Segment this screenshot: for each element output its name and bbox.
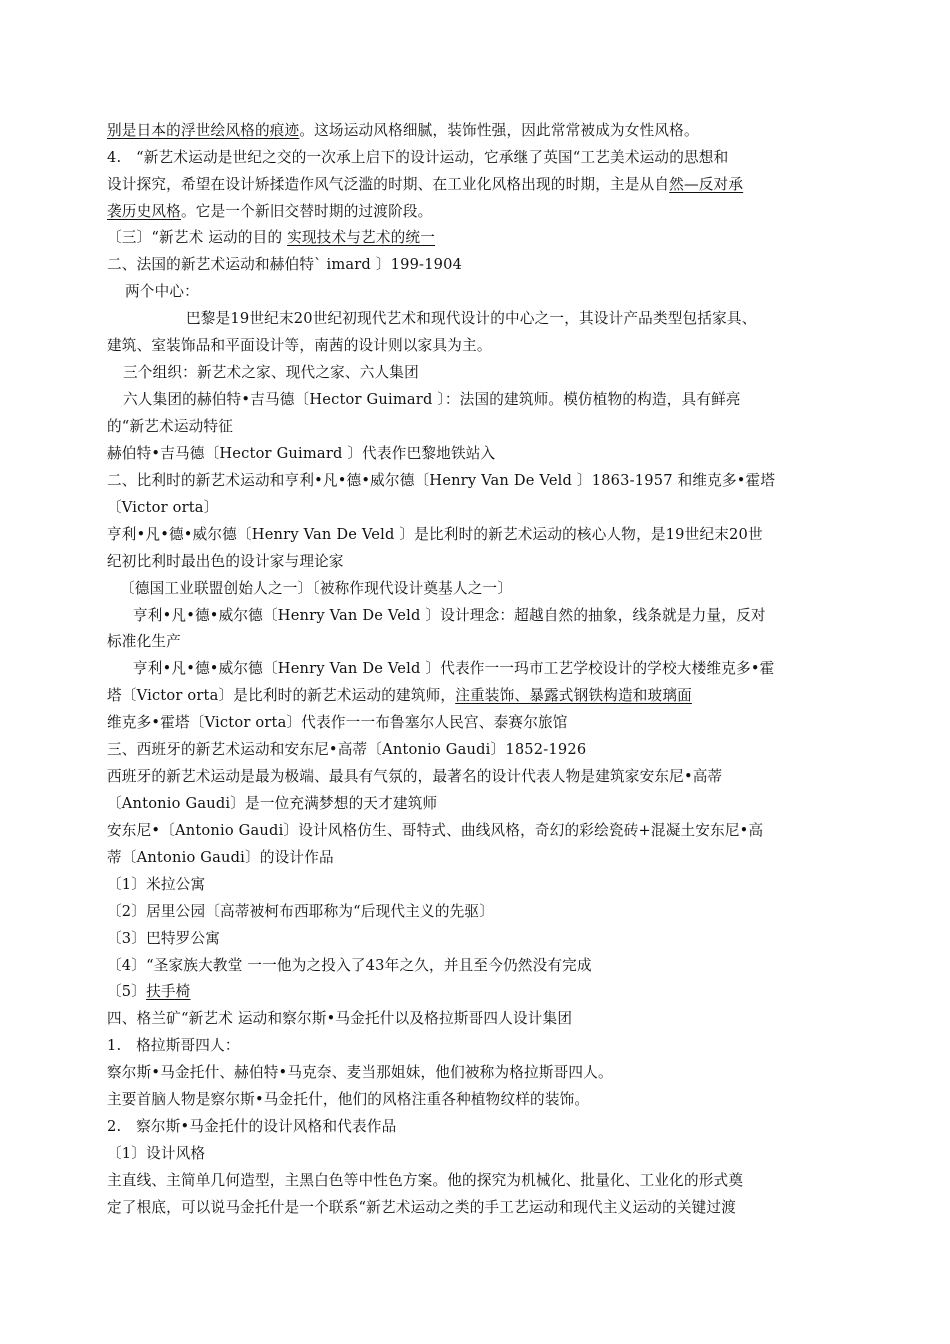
text-span: 〔1〕米拉公寓: [107, 876, 206, 893]
text-line: [107, 336, 850, 356]
text-span: 维克多•霍塔〔Victor orta〕代表作一一布鲁塞尔人民宫、泰赛尔旅馆: [107, 714, 568, 731]
text-line: [107, 202, 850, 222]
text-line: [107, 121, 850, 141]
text-line: [107, 175, 850, 195]
underlined-text: 然—反对承: [669, 176, 744, 193]
text-line: [107, 444, 850, 464]
section-heading: [107, 471, 850, 491]
text-span: 定了根底，可以说马金托什是一个联系“新艺术运动之类的手工艺运动和现代主义运动的关键过渡: [107, 1199, 737, 1216]
underlined-text: 扶手椅: [146, 983, 191, 1000]
text-span: 标准化生产: [107, 633, 181, 650]
text-span: 察尔斯•马金托什、赫伯特•马克奈、麦当那姐妹，他们被称为格拉斯哥四人。: [107, 1064, 613, 1081]
text-span: 四、格兰矿“新艺术 运动和察尔斯•马金托什以及格拉斯哥四人设计集团: [107, 1010, 573, 1027]
text-line: [107, 632, 850, 652]
list-item: [107, 875, 850, 895]
text-span: 〔1〕设计风格: [107, 1145, 206, 1162]
list-item: [107, 929, 850, 949]
list-item: [107, 956, 850, 976]
text-span: 〔三〕“新艺术 运动的目的: [107, 229, 288, 246]
text-line: [107, 794, 850, 814]
text-line: [107, 686, 850, 706]
text-span: 〔Antonio Gaudi〕是一位充满梦想的天才建筑师: [107, 795, 438, 812]
text-line: [107, 525, 850, 545]
text-line: [107, 498, 850, 518]
text-span: 〔4〕“圣家族大教堂 一一他为之投入了43年之久，并且至今仍然没有完成: [107, 957, 592, 974]
text-span: 〔2〕居里公园〔高蒂被柯布西耶称为“后现代主义的先驱〕: [107, 903, 494, 920]
text-span: 1. 格拉斯哥四人：: [107, 1037, 240, 1054]
text-line: [107, 1090, 850, 1110]
text-span: 蒂〔Antonio Gaudi〕的设计作品: [107, 849, 334, 866]
text-line: [107, 1144, 850, 1164]
text-line: [107, 228, 850, 248]
text-line: [133, 606, 850, 626]
text-line: [107, 1117, 850, 1137]
text-span: 〔德国工业联盟创始人之一〕〔被称作现代设计奠基人之一〕: [120, 580, 513, 597]
text-span: 六人集团的赫伯特•吉马德〔Hector Guimard 〕：法国的建筑师。模仿植物的构造，具有鲜亮: [123, 391, 741, 408]
text-line: [107, 148, 850, 168]
text-line: [107, 1036, 850, 1056]
text-span: 二、比利时的新艺术运动和亨利•凡•德•威尔德〔Henry Van De Veld 〕1863-1957 和维克多•霍塔: [107, 472, 776, 489]
text-span: 三个组织：新艺术之家、现代之家、六人集团: [123, 364, 419, 381]
text-span: 西班牙的新艺术运动是最为极端、最具有气氛的，最著名的设计代表人物是建筑家安东尼•高蒂: [107, 768, 723, 785]
text-span: 安东尼•〔Antonio Gaudi〕设计风格仿生、哥特式、曲线风格，奇幻的彩绘瓷砖+混凝土安东尼•高: [107, 822, 764, 839]
text-span: 亨利•凡•德•威尔德〔Henry Van De Veld 〕是比利时的新艺术运动的核心人物，是19世纪末20世: [107, 526, 763, 543]
text-span: 4. “新艺术运动是世纪之交的一次承上启下的设计运动，它承继了英国“工艺美术运动的思想和: [107, 149, 729, 166]
text-span: 〔Victor orta〕: [107, 499, 219, 516]
text-line: [120, 579, 850, 599]
text-span: 设计探究，希望在设计矫揉造作风气泛滥的时期、在工业化风格出现的时期，主是从自: [107, 176, 670, 193]
text-span: 2. 察尔斯•马金托什的设计风格和代表作品: [107, 1118, 397, 1135]
text-line: [107, 1198, 850, 1218]
text-line: [107, 552, 850, 572]
section-heading: [107, 1009, 850, 1029]
text-line: [123, 363, 850, 383]
text-line: [107, 848, 850, 868]
underlined-text: 实现技术与艺术的统一: [287, 229, 436, 246]
text-span: 亨利•凡•德•威尔德〔Henry Van De Veld 〕设计理念：超越自然的抽象，线条就是力量，反对: [133, 607, 766, 624]
underlined-text: 袭历史风格: [107, 203, 181, 220]
text-span: 两个中心：: [125, 283, 199, 300]
text-line: [133, 659, 850, 679]
text-span: 的“新艺术运动特征: [107, 418, 234, 435]
section-heading: [107, 740, 850, 760]
underlined-text: 别是日本的浮世绘风格的痕迹: [107, 122, 300, 139]
text-line: [107, 1063, 850, 1083]
list-item: [107, 982, 850, 1002]
text-span: 巴黎是19世纪末20世纪初现代艺术和现代设计的中心之一，其设计产品类型包括家具、: [186, 310, 757, 327]
text-line: [107, 767, 850, 787]
text-span: 二、法国的新艺术运动和赫伯特` imard 〕199-1904: [107, 256, 463, 273]
text-line: [107, 713, 850, 733]
text-span: 〔3〕巴特罗公寓: [107, 930, 221, 947]
text-span: 亨利•凡•德•威尔德〔Henry Van De Veld 〕代表作一一玛市工艺学校设计的学校大楼维克多•霍: [133, 660, 775, 677]
text-span: 。它是一个新旧交替时期的过渡阶段。: [180, 203, 433, 220]
text-span: 纪初比利时最出色的设计家与理论家: [107, 553, 344, 570]
text-line: [107, 1171, 850, 1191]
text-span: 主要首脑人物是察尔斯•马金托什，他们的风格注重各种植物纹样的装饰。: [107, 1091, 590, 1108]
text-line: [107, 821, 850, 841]
text-span: 主直线、主简单几何造型，主黑白色等中性色方案。他的探究为机械化、批量化、工业化的形式奠: [107, 1172, 744, 1189]
text-span: 。这场运动风格细腻，装饰性强，因此常常被成为女性风格。: [299, 122, 699, 139]
text-line: [186, 309, 850, 329]
text-line: [125, 282, 850, 302]
text-span: 塔〔Victor orta〕是比利时的新艺术运动的建筑师，: [107, 687, 456, 704]
underlined-text: 注重装饰、暴露式钢铁构造和玻璃面: [455, 687, 692, 704]
text-span: 三、西班牙的新艺术运动和安东尼•高蒂〔Antonio Gaudi〕1852-1926: [107, 741, 587, 758]
text-line: [123, 390, 850, 410]
section-heading: [107, 255, 850, 275]
text-line: [107, 417, 850, 437]
list-item: [107, 902, 850, 922]
text-span: 建筑、室装饰品和平面设计等，南茜的设计则以家具为主。: [107, 337, 492, 354]
text-span: 赫伯特•吉马德〔Hector Guimard 〕代表作巴黎地铁站入: [107, 445, 496, 462]
text-span: 〔5〕: [107, 983, 147, 1000]
